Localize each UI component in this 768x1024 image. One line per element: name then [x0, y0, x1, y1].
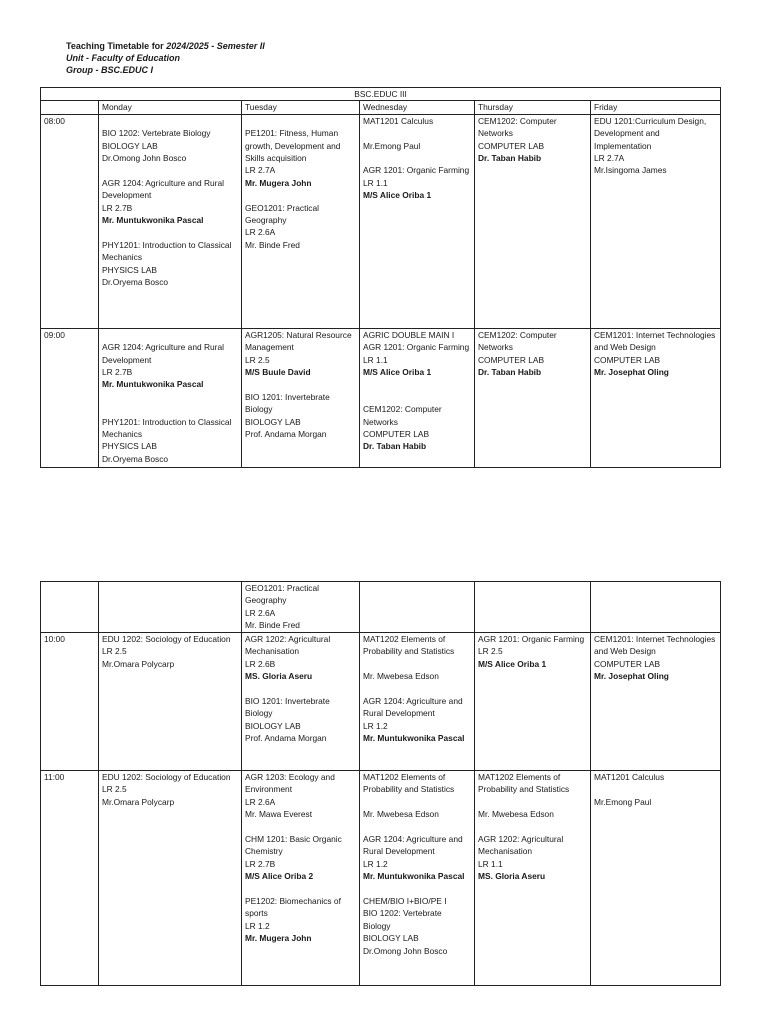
course-line: Mr.Emong Paul — [594, 796, 652, 807]
course-line: Mr. Binde Fred — [245, 620, 300, 631]
lecturer-name: Mr. Muntukwonika Pascal — [363, 733, 465, 744]
course-entry — [102, 177, 238, 227]
course-line: Dr.Oryema Bosco — [102, 277, 169, 288]
course-line: AGR 1202: Agricultural Mechanisation — [245, 634, 331, 657]
course-line: BIOLOGY LAB — [245, 720, 301, 731]
course-line: Mr. Mawa Everest — [245, 809, 313, 820]
slot-wednesday-cont — [360, 582, 475, 633]
slot-friday-1000 — [591, 633, 721, 771]
course-entry — [102, 115, 238, 165]
course-line: PHY1201: Introduction to Classical Mechanics — [102, 416, 232, 440]
slot-thursday-1100 — [475, 771, 591, 986]
course-entry — [594, 796, 717, 808]
lecturer-name: Mr. Muntukwonika Pascal — [363, 871, 465, 882]
course-line: MAT1202 Elements of Probability and Statistics — [478, 772, 570, 795]
course-line: AGR1205: Natural Resource Management — [245, 329, 352, 353]
course-entry — [102, 329, 238, 391]
time-slot-label: 10:00 — [41, 633, 99, 771]
course-line: Mr.Omara Polycarp — [102, 658, 175, 669]
course-line: Prof. Andama Morgan — [245, 429, 327, 440]
slot-thursday-0800 — [475, 114, 591, 328]
course-line: Dr.Omong John Bosco — [102, 153, 187, 164]
header-line-1 — [66, 40, 265, 52]
course-line: BIO 1202: Vertebrate Biology — [102, 128, 211, 139]
course-line: MAT1201 Calculus — [594, 772, 665, 782]
course-entry — [245, 115, 356, 189]
slot-friday-cont — [591, 582, 721, 633]
slot-friday-0900 — [591, 328, 721, 467]
course-entry — [245, 895, 356, 945]
slot-monday-cont — [99, 582, 242, 633]
slot-thursday-cont — [475, 582, 591, 633]
lecturer-name: M/S Buule David — [245, 367, 311, 378]
course-line: BIOLOGY LAB — [245, 416, 301, 427]
course-line: Dr.Oryema Bosco — [102, 453, 169, 464]
lecturer-name: Mr. Mugera John — [245, 177, 312, 188]
header-group: Group - BSC.EDUC I — [66, 65, 153, 75]
course-entry — [594, 115, 717, 177]
course-line: CEM1202: Computer Networks — [478, 115, 557, 139]
course-entry — [245, 633, 356, 683]
course-line: COMPUTER LAB — [478, 354, 545, 365]
course-entry — [245, 391, 356, 441]
header-unit: Unit - Faculty of Education — [66, 53, 180, 63]
slot-friday-0800 — [591, 114, 721, 328]
time-slot-label: 09:00 — [41, 328, 99, 467]
course-line: LR 1.2 — [245, 920, 270, 931]
course-line: COMPUTER LAB — [478, 140, 545, 151]
header-semester: 2024/2025 - Semester II — [166, 41, 265, 51]
course-entry — [478, 115, 587, 165]
course-entry — [245, 329, 356, 379]
lecturer-name: M/S Alice Oriba 2 — [245, 871, 314, 882]
course-entry — [363, 895, 471, 957]
course-line: Mr.Emong Paul — [363, 140, 421, 151]
time-slot-empty — [41, 582, 99, 633]
course-entry — [478, 633, 587, 670]
course-line: LR 1.2 — [363, 720, 388, 731]
course-line: AGR 1203: Ecology and Environment — [245, 772, 335, 795]
course-line: EDU 1202: Sociology of Education — [102, 772, 231, 782]
course-entry — [245, 771, 356, 821]
course-line: LR 1.1 — [363, 354, 388, 365]
course-line: LR 2.5 — [478, 646, 503, 657]
course-line: LR 2.6A — [245, 607, 276, 618]
course-entry — [363, 670, 471, 682]
slot-friday-1100 — [591, 771, 721, 986]
course-line: LR 2.7B — [102, 367, 133, 378]
slot-tuesday-1000 — [242, 633, 360, 771]
course-line: BIOLOGY LAB — [102, 140, 158, 151]
lecturer-name: Mr. Mugera John — [245, 933, 312, 944]
course-line: AGR 1204: Agriculture and Rural Development — [102, 342, 224, 365]
course-line: Mr.Isingoma James — [594, 165, 667, 176]
course-line: AGR 1202: Agricultural Mechanisation — [478, 834, 564, 857]
course-line: Prof. Andama Morgan — [245, 733, 327, 744]
course-line: LR 2.7B — [102, 202, 133, 213]
course-entry — [363, 391, 471, 453]
course-line: LR 1.1 — [363, 177, 388, 188]
slot-wednesday-1000 — [360, 633, 475, 771]
course-line: BIO 1202: Vertebrate Biology — [363, 908, 442, 931]
course-line: LR 2.5 — [102, 646, 127, 657]
lecturer-name: MS. Gloria Aseru — [245, 671, 313, 682]
course-line: COMPUTER LAB — [594, 354, 661, 365]
course-entry — [363, 164, 471, 201]
course-line: MAT1202 Elements of Probability and Statistics — [363, 634, 455, 657]
lecturer-name: M/S Alice Oriba 1 — [478, 658, 547, 669]
slot-tuesday-0800 — [242, 114, 360, 328]
course-line: PHYSICS LAB — [102, 441, 157, 452]
course-entry — [594, 633, 717, 683]
slot-wednesday-1100 — [360, 771, 475, 986]
course-line: BIO 1201: Invertebrate Biology — [245, 391, 330, 415]
day-header-thursday: Thursday — [475, 101, 591, 114]
course-line: CEM1201: Internet Technologies and Web Design — [594, 634, 716, 657]
course-line: BIO 1201: Invertebrate Biology — [245, 696, 330, 719]
header-prefix: Teaching Timetable for — [66, 41, 167, 51]
course-line: MAT1201 Calculus — [363, 115, 434, 126]
course-entry — [478, 771, 587, 796]
slot-monday-1000 — [99, 633, 242, 771]
day-header-tuesday: Tuesday — [242, 101, 360, 114]
course-line: CEM1202: Computer Networks — [478, 329, 557, 353]
course-line: Dr.Omong John Bosco — [363, 945, 448, 956]
lecturer-name: MS. Gloria Aseru — [478, 871, 546, 882]
course-entry — [363, 633, 471, 658]
course-line: GEO1201: Practical Geography — [245, 202, 320, 226]
slot-tuesday-cont — [242, 582, 360, 633]
course-entry — [363, 140, 471, 152]
course-line: COMPUTER LAB — [594, 658, 661, 669]
course-entry — [478, 329, 587, 379]
course-line: Mr.Omara Polycarp — [102, 796, 175, 807]
course-line: LR 2.6A — [245, 227, 276, 238]
course-line: AGR 1204: Agriculture and Rural Development — [363, 834, 463, 857]
course-line: PE1202: Biomechanics of sports — [245, 896, 341, 919]
slot-tuesday-0900 — [242, 328, 360, 467]
timetable-header — [66, 40, 265, 76]
course-line: PHY1201: Introduction to Classical Mechanics — [102, 239, 232, 263]
course-line: MAT1202 Elements of Probability and Statistics — [363, 772, 455, 795]
course-line: BIOLOGY LAB — [363, 933, 419, 944]
course-entry — [363, 833, 471, 883]
slot-monday-0900 — [99, 328, 242, 467]
course-line: AGR 1204: Agriculture and Rural Development — [363, 696, 463, 719]
course-entry — [594, 329, 717, 379]
course-line: PHYSICS LAB — [102, 264, 157, 275]
course-line: LR 1.1 — [478, 858, 503, 869]
lecturer-name: Dr. Taban Habib — [478, 367, 542, 378]
slot-tuesday-1100 — [242, 771, 360, 986]
timetable-table-page-2 — [40, 581, 721, 986]
slot-monday-1100 — [99, 771, 242, 986]
slot-monday-0800 — [99, 114, 242, 328]
lecturer-name: Dr. Taban Habib — [478, 153, 542, 164]
lecturer-name: M/S Alice Oriba 1 — [363, 190, 432, 201]
lecturer-name: Mr. Josephat Oling — [594, 671, 669, 682]
corner-cell — [41, 101, 99, 114]
course-line: Mr. Mwebesa Edson — [478, 809, 554, 820]
course-entry — [102, 239, 238, 289]
course-line: AGR 1201: Organic Farming — [363, 165, 470, 176]
course-line: GEO1201: Practical Geography — [245, 583, 320, 606]
course-entry — [245, 695, 356, 745]
time-slot-label: 08:00 — [41, 114, 99, 328]
group-title: BSC.EDUC III — [41, 88, 721, 101]
slot-thursday-1000 — [475, 633, 591, 771]
course-line: CEM1201: Internet Technologies and Web Design — [594, 329, 716, 353]
course-entry — [245, 833, 356, 883]
time-slot-label: 11:00 — [41, 771, 99, 986]
lecturer-name: M/S Alice Oriba 1 — [363, 367, 432, 378]
course-entry — [245, 202, 356, 252]
course-line: LR 2.5 — [245, 354, 270, 365]
slot-thursday-0900 — [475, 328, 591, 467]
course-entry — [594, 771, 717, 783]
course-line: LR 2.6B — [245, 658, 276, 669]
course-entry — [478, 808, 587, 820]
day-header-friday: Friday — [591, 101, 721, 114]
course-line: PE1201: Fitness, Human growth, Development and Skills acquisition — [245, 128, 341, 164]
course-entry — [478, 833, 587, 883]
course-line: COMPUTER LAB — [363, 429, 430, 440]
course-line: CEM1202: Computer Networks — [363, 404, 442, 427]
course-line: LR 2.7A — [594, 153, 625, 164]
course-entry — [102, 633, 238, 670]
course-line: EDU 1201:Curriculum Design, Development and Implementation — [594, 115, 707, 151]
course-line: LR 2.6A — [245, 796, 276, 807]
course-entry — [363, 695, 471, 745]
course-line: LR 2.7B — [245, 858, 276, 869]
course-line: CHEM/BIO I+BIO/PE I — [363, 896, 447, 907]
course-line: AGRIC DOUBLE MAIN I — [363, 329, 455, 340]
lecturer-name: Mr. Muntukwonika Pascal — [102, 215, 204, 226]
course-line: LR 1.2 — [363, 858, 388, 869]
course-line: AGR 1201: Organic Farming — [478, 634, 585, 644]
slot-wednesday-0800 — [360, 114, 475, 328]
slot-wednesday-0900 — [360, 328, 475, 467]
course-line: Mr. Binde Fred — [245, 239, 300, 250]
course-line: LR 2.7A — [245, 165, 276, 176]
lecturer-name: Mr. Muntukwonika Pascal — [102, 379, 204, 390]
course-entry — [363, 115, 471, 127]
course-line: Mr. Mwebesa Edson — [363, 809, 439, 820]
course-entry — [102, 771, 238, 808]
course-line: AGR 1201: Organic Farming — [363, 342, 470, 353]
course-entry — [363, 329, 471, 379]
timetable-table-page-1 — [40, 87, 721, 468]
course-line: LR 2.5 — [102, 784, 127, 795]
lecturer-name: Mr. Josephat Oling — [594, 367, 669, 378]
lecturer-name: Dr. Taban Habib — [363, 441, 427, 452]
course-entry — [363, 771, 471, 796]
course-line: EDU 1202: Sociology of Education — [102, 634, 231, 644]
course-line: AGR 1204: Agriculture and Rural Development — [102, 177, 224, 201]
course-line: CHM 1201: Basic Organic Chemistry — [245, 834, 342, 857]
day-header-monday: Monday — [99, 101, 242, 114]
course-line: Mr. Mwebesa Edson — [363, 671, 439, 682]
course-entry — [363, 808, 471, 820]
course-entry — [245, 582, 356, 632]
day-header-wednesday: Wednesday — [360, 101, 475, 114]
course-entry — [102, 403, 238, 465]
